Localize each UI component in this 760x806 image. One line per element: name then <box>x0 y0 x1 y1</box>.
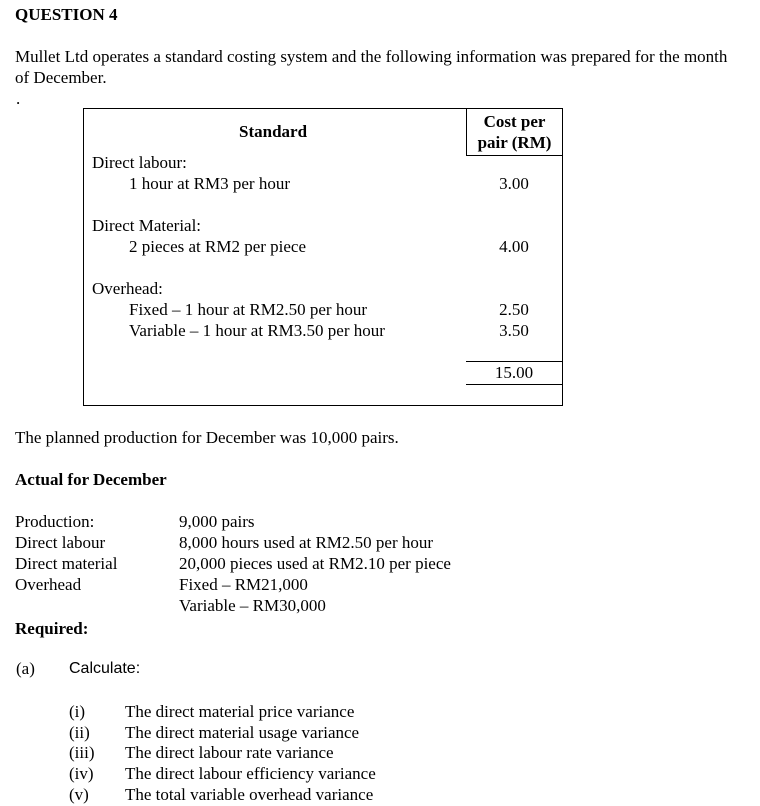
actual-overhead-fixed: Fixed – RM21,000 <box>179 575 308 594</box>
calc-item-num: (ii) <box>69 723 90 742</box>
actual-overhead-label: Overhead <box>15 575 82 594</box>
header-cost-line2: pair (RM) <box>477 133 552 152</box>
actual-production-value: 9,000 pairs <box>179 512 255 531</box>
actual-material-label: Direct material <box>15 554 118 573</box>
overhead-variable: Variable – 1 hour at RM3.50 per hour <box>129 321 385 340</box>
calc-item-num: (v) <box>69 785 89 804</box>
material-detail: 2 pieces at RM2 per piece <box>129 237 307 256</box>
header-cost-line1: Cost per <box>483 112 546 131</box>
calc-item-text: The direct material usage variance <box>125 723 360 742</box>
standard-cost-table <box>83 108 563 406</box>
actual-overhead-variable: Variable – RM30,000 <box>179 596 326 615</box>
actual-heading: Actual for December <box>15 470 167 489</box>
calc-item-text: The direct labour efficiency variance <box>125 764 376 783</box>
labour-heading: Direct labour: <box>92 153 187 172</box>
header-standard: Standard <box>239 122 308 141</box>
overhead-fixed: Fixed – 1 hour at RM2.50 per hour <box>129 300 367 319</box>
stray-mark: . <box>16 89 21 108</box>
actual-production-label: Production: <box>15 512 95 531</box>
required-heading: Required: <box>15 619 89 638</box>
calc-item-num: (i) <box>69 702 86 721</box>
overhead-fixed-cost: 2.50 <box>499 300 529 319</box>
material-heading: Direct Material: <box>92 216 202 235</box>
part-a-instruction: Calculate: <box>69 660 141 677</box>
calc-item-text: The direct labour rate variance <box>125 743 334 762</box>
calc-item-text: The direct material price variance <box>125 702 355 721</box>
intro-paragraph: Mullet Ltd operates a standard costing system and the following information was prepared for the month of December. <box>15 47 728 87</box>
overhead-heading: Overhead: <box>92 279 163 298</box>
planned-production-text: The planned production for December was 10,000 pairs. <box>15 428 399 447</box>
calc-item-num: (iii) <box>69 743 95 762</box>
actual-labour-label: Direct labour <box>15 533 106 552</box>
total-cost: 15.00 <box>466 361 562 385</box>
header-cost-per-pair <box>466 109 562 156</box>
question-title: QUESTION 4 <box>15 5 118 24</box>
overhead-variable-cost: 3.50 <box>499 321 529 340</box>
part-a-label: (a) <box>16 659 35 678</box>
actual-material-value: 20,000 pieces used at RM2.10 per piece <box>179 554 451 573</box>
labour-cost: 3.00 <box>499 174 529 193</box>
actual-labour-value: 8,000 hours used at RM2.50 per hour <box>179 533 434 552</box>
calc-item-num: (iv) <box>69 764 94 783</box>
labour-detail: 1 hour at RM3 per hour <box>129 174 291 193</box>
calc-item-text: The total variable overhead variance <box>125 785 374 804</box>
material-cost: 4.00 <box>499 237 529 256</box>
